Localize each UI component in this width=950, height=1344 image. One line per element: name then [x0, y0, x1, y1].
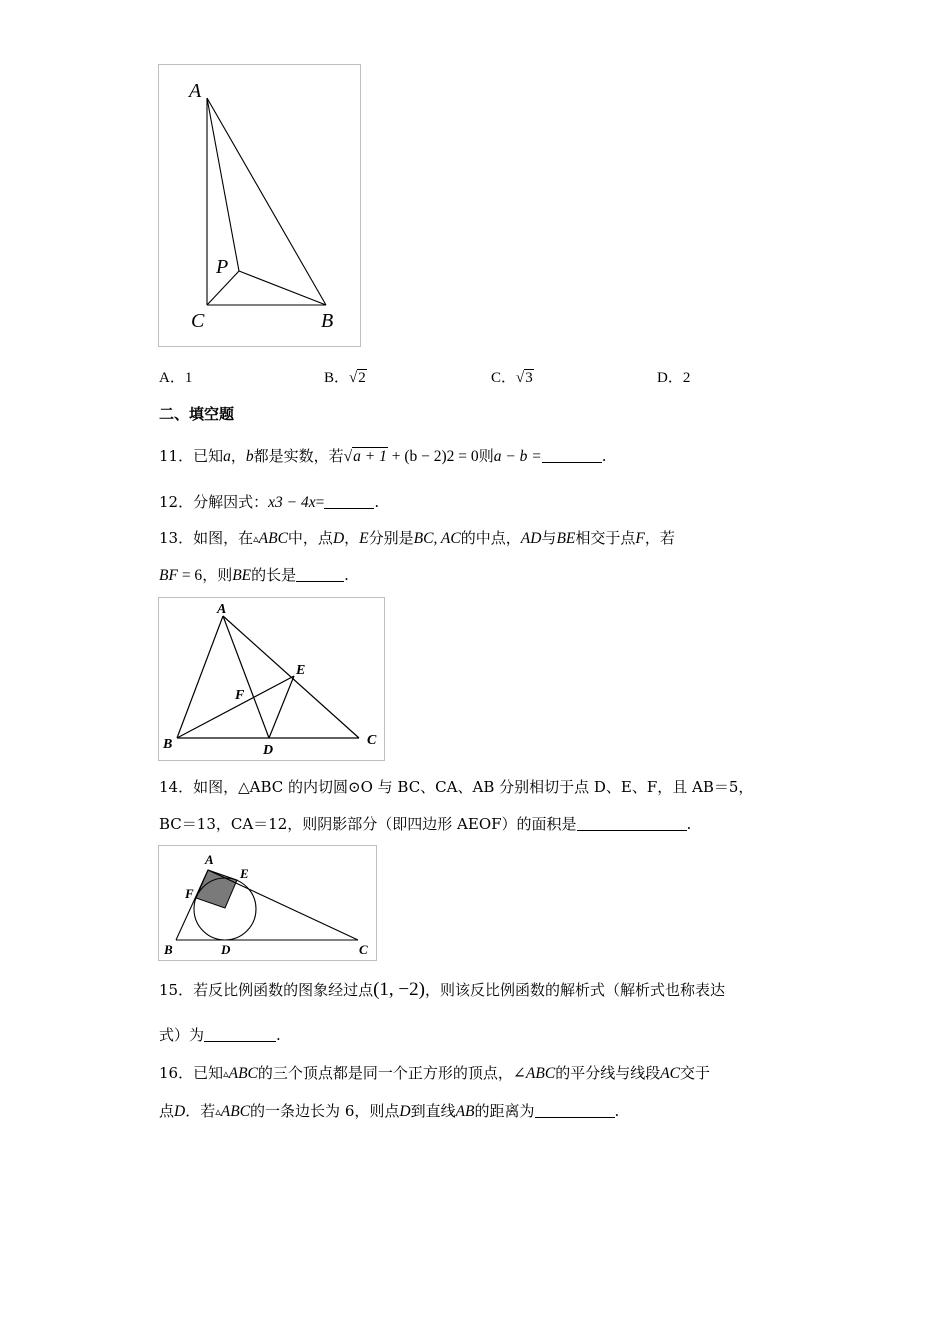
question-12: 12．分解因式：x3 − 4x= . — [159, 493, 380, 511]
answer-blank-13[interactable] — [296, 567, 344, 582]
label-B: B — [164, 942, 173, 957]
label-F: F — [235, 688, 245, 703]
answer-blank-14[interactable] — [577, 816, 687, 831]
question-16-line-2: 点D．若▵ABC的一条边长为 6，则点D到直线AB的距离为 . — [159, 1102, 620, 1120]
question-13-line-1: 13．如图，在▵ABC中，点D，E分别是BC, AC的中点，AD与BE相交于点F，若 — [159, 529, 675, 547]
option-c: C．√3 — [491, 370, 533, 386]
label-A: A — [217, 602, 227, 617]
label-E: E — [240, 866, 249, 881]
answer-blank-11[interactable] — [542, 448, 602, 463]
sqrt-2: √2 — [349, 370, 366, 386]
label-A: A — [189, 80, 202, 102]
question-15-line-1: 15．若反比例函数的图象经过点(1, −2)，则该反比例函数的解析式（解析式也称表达 — [159, 979, 725, 1000]
label-B: B — [321, 310, 334, 332]
section-title: 二、填空题 — [159, 405, 235, 423]
label-C: C — [359, 942, 368, 957]
label-F: F — [185, 886, 194, 901]
label-D: D — [263, 743, 274, 758]
label-D: D — [221, 942, 231, 957]
question-14-line-2: BC＝13，CA＝12，则阴影部分（即四边形 AEOF）的面积是 . — [159, 815, 692, 833]
answer-blank-12[interactable] — [324, 494, 374, 509]
label-B: B — [163, 737, 173, 752]
label-E: E — [296, 663, 306, 678]
figure-2 — [158, 597, 385, 761]
figure-1 — [158, 64, 361, 347]
label-P: P — [216, 256, 229, 278]
option-a: A．1 — [159, 370, 193, 386]
option-d: D．2 — [657, 370, 691, 386]
sqrt-3: √3 — [516, 370, 533, 386]
label-C: C — [367, 733, 377, 748]
question-15-line-2: 式）为 . — [159, 1026, 281, 1044]
figure-3 — [158, 845, 377, 961]
option-b: B．√2 — [324, 370, 366, 386]
label-A: A — [205, 852, 214, 867]
label-C: C — [191, 310, 205, 332]
question-16-line-1: 16．已知▵ABC的三个顶点都是同一个正方形的顶点，∠ABC的平分线与线段AC交于 — [159, 1064, 711, 1082]
question-14-line-1: 14．如图，△ABC 的内切圆⊙O 与 BC、CA、AB 分别相切于点 D、E、F，且 AB＝5， — [159, 778, 754, 796]
answer-blank-16[interactable] — [535, 1103, 615, 1118]
answer-blank-15[interactable] — [204, 1027, 276, 1042]
question-11: 11．已知a，b都是实数，若√a + 1 + (b − 2)2 = 0则a − b = . — [159, 447, 607, 465]
question-13-line-2: BF = 6，则BE的长是 . — [159, 566, 349, 584]
